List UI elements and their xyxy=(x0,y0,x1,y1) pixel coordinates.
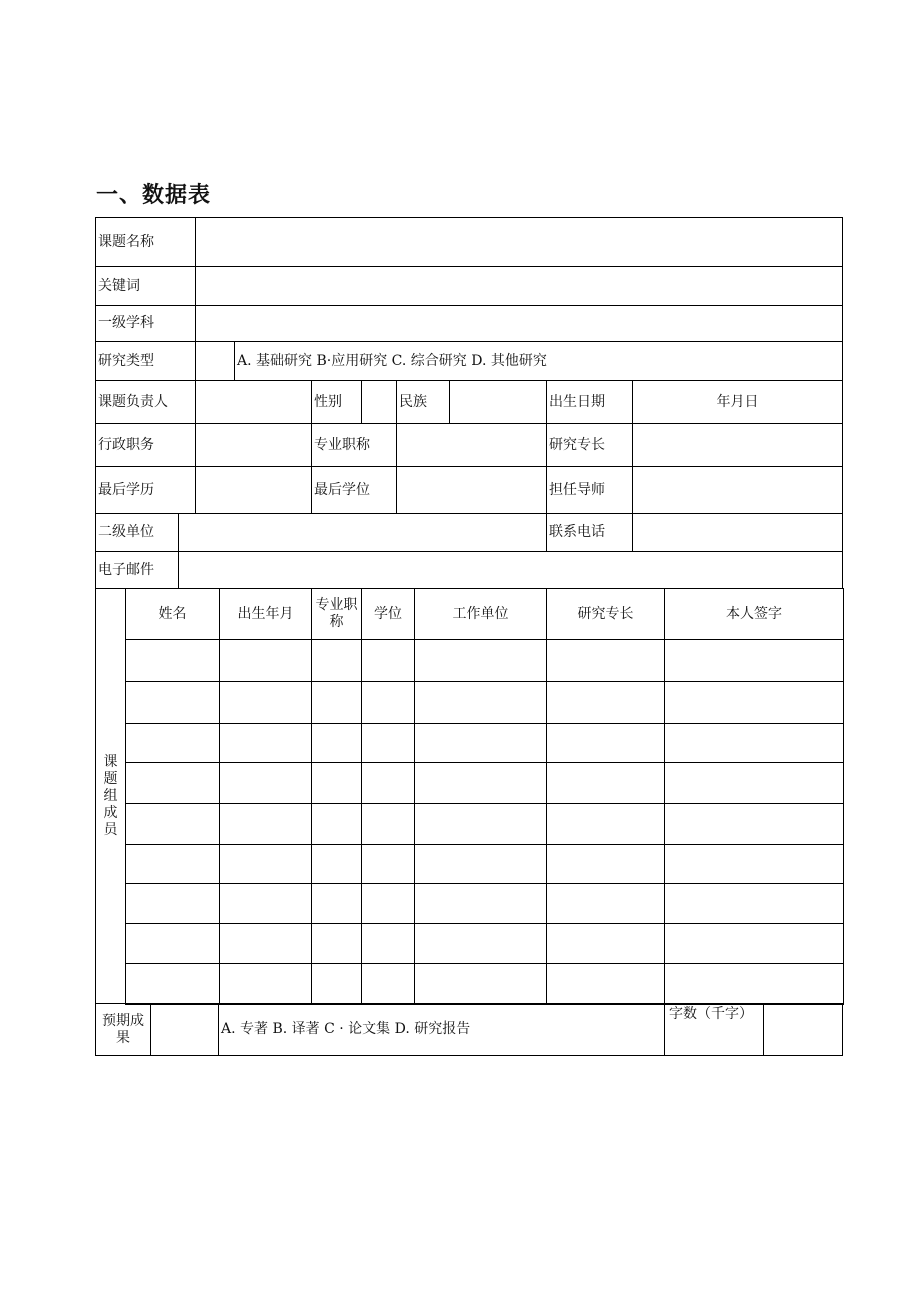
label-ethnicity: 民族 xyxy=(396,380,450,424)
member-cell-degree[interactable] xyxy=(361,963,415,1005)
ethnicity-field[interactable] xyxy=(449,380,547,424)
member-cell-birth[interactable] xyxy=(219,762,312,804)
label-primary-subject: 一级学科 xyxy=(95,305,196,342)
label-birth-date: 出生日期 xyxy=(546,380,633,424)
member-cell-title[interactable] xyxy=(311,639,362,682)
member-cell-name[interactable] xyxy=(125,844,220,884)
member-cell-title[interactable] xyxy=(311,762,362,804)
label-research-type: 研究类型 xyxy=(95,341,196,381)
admin-position-field[interactable] xyxy=(195,423,312,467)
keywords-field[interactable] xyxy=(195,266,843,306)
member-cell-birth[interactable] xyxy=(219,963,312,1005)
member-cell-specialty[interactable] xyxy=(546,681,665,724)
member-cell-degree[interactable] xyxy=(361,762,415,804)
word-count-field[interactable] xyxy=(763,1003,843,1056)
member-header-unit: 工作单位 xyxy=(414,588,547,640)
member-cell-unit[interactable] xyxy=(414,963,547,1005)
member-cell-name[interactable] xyxy=(125,723,220,763)
primary-subject-field[interactable] xyxy=(195,305,843,342)
member-cell-specialty[interactable] xyxy=(546,844,665,884)
member-cell-title[interactable] xyxy=(311,723,362,763)
member-cell-title[interactable] xyxy=(311,883,362,924)
member-cell-title[interactable] xyxy=(311,681,362,724)
label-last-education: 最后学历 xyxy=(95,466,196,514)
member-cell-signature[interactable] xyxy=(664,762,844,804)
label-members: 课题组成员 xyxy=(95,588,126,1004)
member-cell-title[interactable] xyxy=(311,844,362,884)
supervisor-field[interactable] xyxy=(632,466,843,514)
member-cell-degree[interactable] xyxy=(361,883,415,924)
label-leader: 课题负责人 xyxy=(95,380,196,424)
member-cell-name[interactable] xyxy=(125,883,220,924)
member-cell-birth[interactable] xyxy=(219,723,312,763)
member-cell-specialty[interactable] xyxy=(546,803,665,845)
member-cell-degree[interactable] xyxy=(361,681,415,724)
member-header-signature: 本人签字 xyxy=(664,588,844,640)
member-cell-signature[interactable] xyxy=(664,639,844,682)
member-cell-title[interactable] xyxy=(311,923,362,964)
member-cell-birth[interactable] xyxy=(219,844,312,884)
label-expected-results: 预期成果 xyxy=(95,1003,151,1056)
member-cell-signature[interactable] xyxy=(664,723,844,763)
member-cell-signature[interactable] xyxy=(664,963,844,1005)
member-cell-birth[interactable] xyxy=(219,639,312,682)
label-admin-position: 行政职务 xyxy=(95,423,196,467)
email-field[interactable] xyxy=(178,551,843,589)
label-word-count: 字数（千字） xyxy=(664,1003,764,1056)
research-specialty-field[interactable] xyxy=(632,423,843,467)
research-type-options: A. 基础研究 B·应用研究 C. 综合研究 D. 其他研究 xyxy=(234,341,843,381)
member-cell-signature[interactable] xyxy=(664,681,844,724)
member-cell-specialty[interactable] xyxy=(546,723,665,763)
member-cell-birth[interactable] xyxy=(219,681,312,724)
member-cell-degree[interactable] xyxy=(361,844,415,884)
member-cell-specialty[interactable] xyxy=(546,883,665,924)
member-header-degree: 学位 xyxy=(361,588,415,640)
member-cell-signature[interactable] xyxy=(664,923,844,964)
member-cell-birth[interactable] xyxy=(219,803,312,845)
page-title: 一、数据表 xyxy=(96,183,212,208)
member-cell-title[interactable] xyxy=(311,963,362,1005)
member-cell-title[interactable] xyxy=(311,803,362,845)
project-name-field[interactable] xyxy=(195,217,843,267)
member-cell-specialty[interactable] xyxy=(546,762,665,804)
label-research-specialty: 研究专长 xyxy=(546,423,633,467)
member-cell-name[interactable] xyxy=(125,963,220,1005)
member-header-title: 专业职称 xyxy=(311,588,362,640)
member-cell-unit[interactable] xyxy=(414,681,547,724)
member-cell-signature[interactable] xyxy=(664,883,844,924)
contact-phone-field[interactable] xyxy=(632,513,843,552)
member-header-name: 姓名 xyxy=(125,588,220,640)
member-header-birth: 出生年月 xyxy=(219,588,312,640)
member-cell-name[interactable] xyxy=(125,803,220,845)
label-supervisor: 担任导师 xyxy=(546,466,633,514)
label-last-degree: 最后学位 xyxy=(311,466,397,514)
member-cell-unit[interactable] xyxy=(414,844,547,884)
member-cell-unit[interactable] xyxy=(414,803,547,845)
member-cell-name[interactable] xyxy=(125,639,220,682)
member-cell-unit[interactable] xyxy=(414,723,547,763)
member-cell-signature[interactable] xyxy=(664,803,844,845)
member-cell-specialty[interactable] xyxy=(546,923,665,964)
last-education-field[interactable] xyxy=(195,466,312,514)
member-cell-unit[interactable] xyxy=(414,762,547,804)
member-cell-unit[interactable] xyxy=(414,923,547,964)
member-cell-degree[interactable] xyxy=(361,803,415,845)
member-cell-unit[interactable] xyxy=(414,639,547,682)
member-cell-birth[interactable] xyxy=(219,883,312,924)
member-cell-degree[interactable] xyxy=(361,923,415,964)
member-cell-degree[interactable] xyxy=(361,723,415,763)
member-header-specialty: 研究专长 xyxy=(546,588,665,640)
member-cell-name[interactable] xyxy=(125,681,220,724)
member-cell-name[interactable] xyxy=(125,923,220,964)
member-cell-specialty[interactable] xyxy=(546,639,665,682)
expected-results-choice-field[interactable] xyxy=(150,1003,219,1056)
member-cell-degree[interactable] xyxy=(361,639,415,682)
expected-results-options: A. 专著 B. 译著 C · 论文集 D. 研究报告 xyxy=(218,1003,665,1056)
member-cell-unit[interactable] xyxy=(414,883,547,924)
label-email: 电子邮件 xyxy=(95,551,179,589)
birth-date-field[interactable]: 年月日 xyxy=(632,380,843,424)
research-type-choice-field[interactable] xyxy=(195,341,235,381)
label-contact-phone: 联系电话 xyxy=(546,513,633,552)
member-cell-birth[interactable] xyxy=(219,923,312,964)
last-degree-field[interactable] xyxy=(396,466,547,514)
label-keywords: 关键词 xyxy=(95,266,196,306)
gender-field[interactable] xyxy=(361,380,397,424)
label-project-name: 课题名称 xyxy=(95,217,196,267)
data-table xyxy=(95,217,843,1056)
label-secondary-unit: 二级单位 xyxy=(95,513,179,552)
leader-field[interactable] xyxy=(195,380,312,424)
member-cell-name[interactable] xyxy=(125,762,220,804)
member-cell-specialty[interactable] xyxy=(546,963,665,1005)
professional-title-field[interactable] xyxy=(396,423,547,467)
label-gender: 性别 xyxy=(311,380,362,424)
label-professional-title: 专业职称 xyxy=(311,423,397,467)
member-cell-signature[interactable] xyxy=(664,844,844,884)
